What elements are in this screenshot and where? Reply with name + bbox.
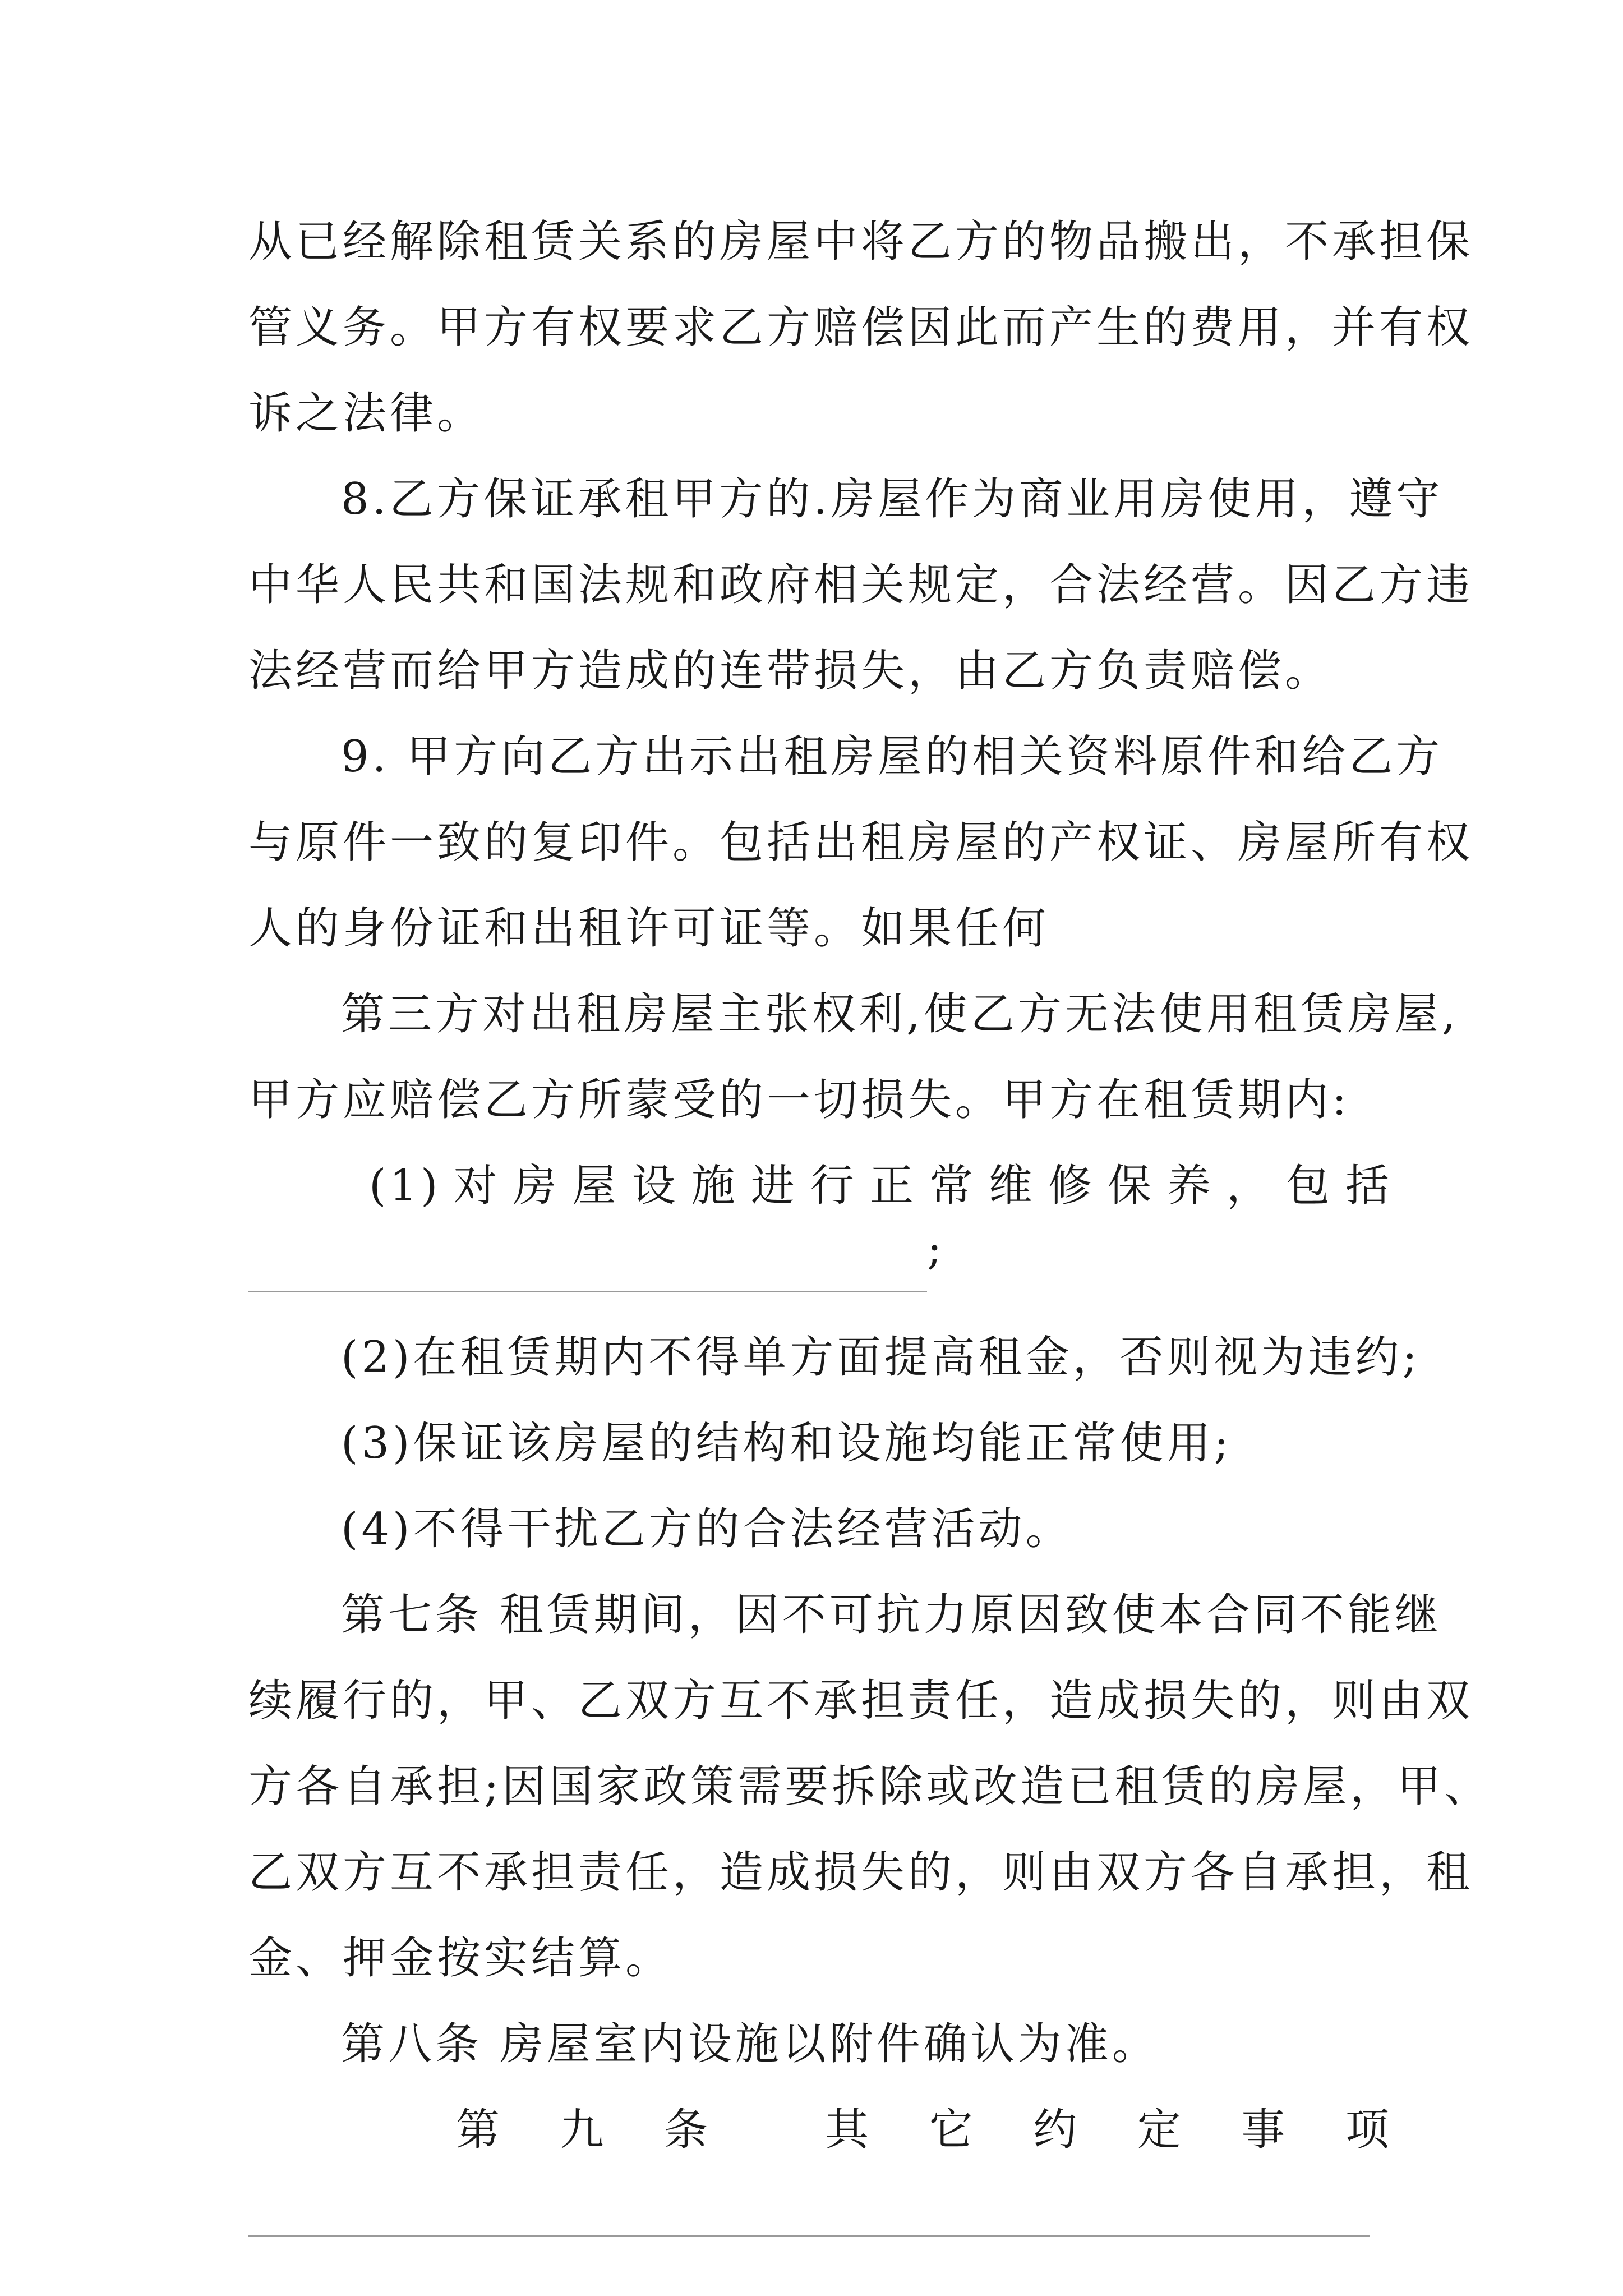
item-1-word: 常 [929,1161,976,1211]
fill-in-blank [248,2191,1370,2237]
item-2-line: (2)在租赁期内不得单方面提高租金，否则视为违约; [341,1332,1421,1383]
article-7-line-3: 方各自承担;因国家政策需要拆除或改造已租赁的房屋，甲、 [248,1761,1492,1812]
article-9-blank-line [248,2173,1393,2259]
article-9-word: 项 [1345,2105,1393,2155]
article-7-line-1: 第七条 租赁期间，因不可抗力原因致使本合同不能继 [341,1590,1442,1640]
item-1-blank-line [248,1224,1393,1315]
article-7-line-4: 乙双方互不承担责任，造成损失的，则由双方各自承担，租 [248,1847,1474,1898]
item-1-word: 保 [1107,1161,1155,1211]
clause-8-line-1: 8.乙方保证承租甲方的.房屋作为商业用房使用，遵守 [341,474,1444,524]
item-1-word: (1) [369,1161,441,1211]
paragraph-line: 管义务。甲方有权要求乙方赔偿因此而产生的费用，并有权 [248,302,1474,353]
item-1-tail: ; [927,1224,946,1274]
item-1-word: 修 [1048,1161,1095,1211]
item-4-line: (4)不得干扰乙方的合法经营活动。 [341,1504,1073,1554]
article-9-word: 条 [664,2105,712,2155]
item-1-word: 房 [513,1161,560,1211]
item-1-word: 包 [1285,1161,1333,1211]
document-body [248,199,1492,2259]
item-1-word: ， [1226,1161,1274,1211]
item-1-line [248,1143,1393,1229]
article-9-word: 约 [1033,2105,1081,2155]
third-party-line-1: 第三方对出租房屋主张权利,使乙方无法使用租赁房屋, [341,989,1459,1039]
article-9-word: 它 [929,2105,976,2155]
paragraph-line: 诉之法律。 [248,388,485,439]
item-1-word: 正 [869,1161,917,1211]
article-7-line-5: 金、押金按实结算。 [248,1933,673,1984]
clause-9-line-3: 人的身份证和出租许可证等。如果任何 [248,903,1050,954]
article-8-line: 第八条 房屋室内设施以附件确认为准。 [341,2019,1159,2069]
clause-9-line-1: 9. 甲方向乙方出示出租房屋的相关资料原件和给乙方 [341,731,1444,782]
article-9-heading [248,2087,1393,2173]
item-1-word: 行 [810,1161,857,1211]
item-3-line: (3)保证该房屋的结构和设施均能正常使用; [341,1418,1232,1469]
article-9-word: 事 [1241,2105,1289,2155]
item-1-word: 对 [453,1161,501,1211]
item-1-word: 设 [631,1161,679,1211]
item-1-word: 维 [988,1161,1036,1211]
clause-8-line-3: 法经营而给甲方造成的连带损失，由乙方负责赔偿。 [248,646,1332,696]
item-1-word: 括 [1345,1161,1393,1211]
paragraph-line: 从已经解除租赁关系的房屋中将乙方的物品搬出，不承担保 [248,217,1474,267]
item-1-word: 屋 [572,1161,620,1211]
article-9-word: 其 [825,2105,873,2155]
article-7-line-2: 续履行的，甲、乙双方互不承担责任，造成损失的，则由双 [248,1676,1474,1726]
item-1-word: 施 [691,1161,739,1211]
clause-9-line-2: 与原件一致的复印件。包括出租房屋的产权证、房屋所有权 [248,817,1474,868]
third-party-line-2: 甲方应赔偿乙方所蒙受的一切损失。甲方在租赁期内: [248,1075,1350,1125]
clause-8-line-2: 中华人民共和国法规和政府相关规定，合法经营。因乙方违 [248,560,1474,610]
article-9-word: 九 [560,2105,607,2155]
article-9-word: 定 [1137,2105,1184,2155]
article-9-word: 第 [456,2105,504,2155]
item-1-word: 养 [1166,1161,1214,1211]
item-1-word: 进 [750,1161,798,1211]
fill-in-blank [248,1247,927,1292]
